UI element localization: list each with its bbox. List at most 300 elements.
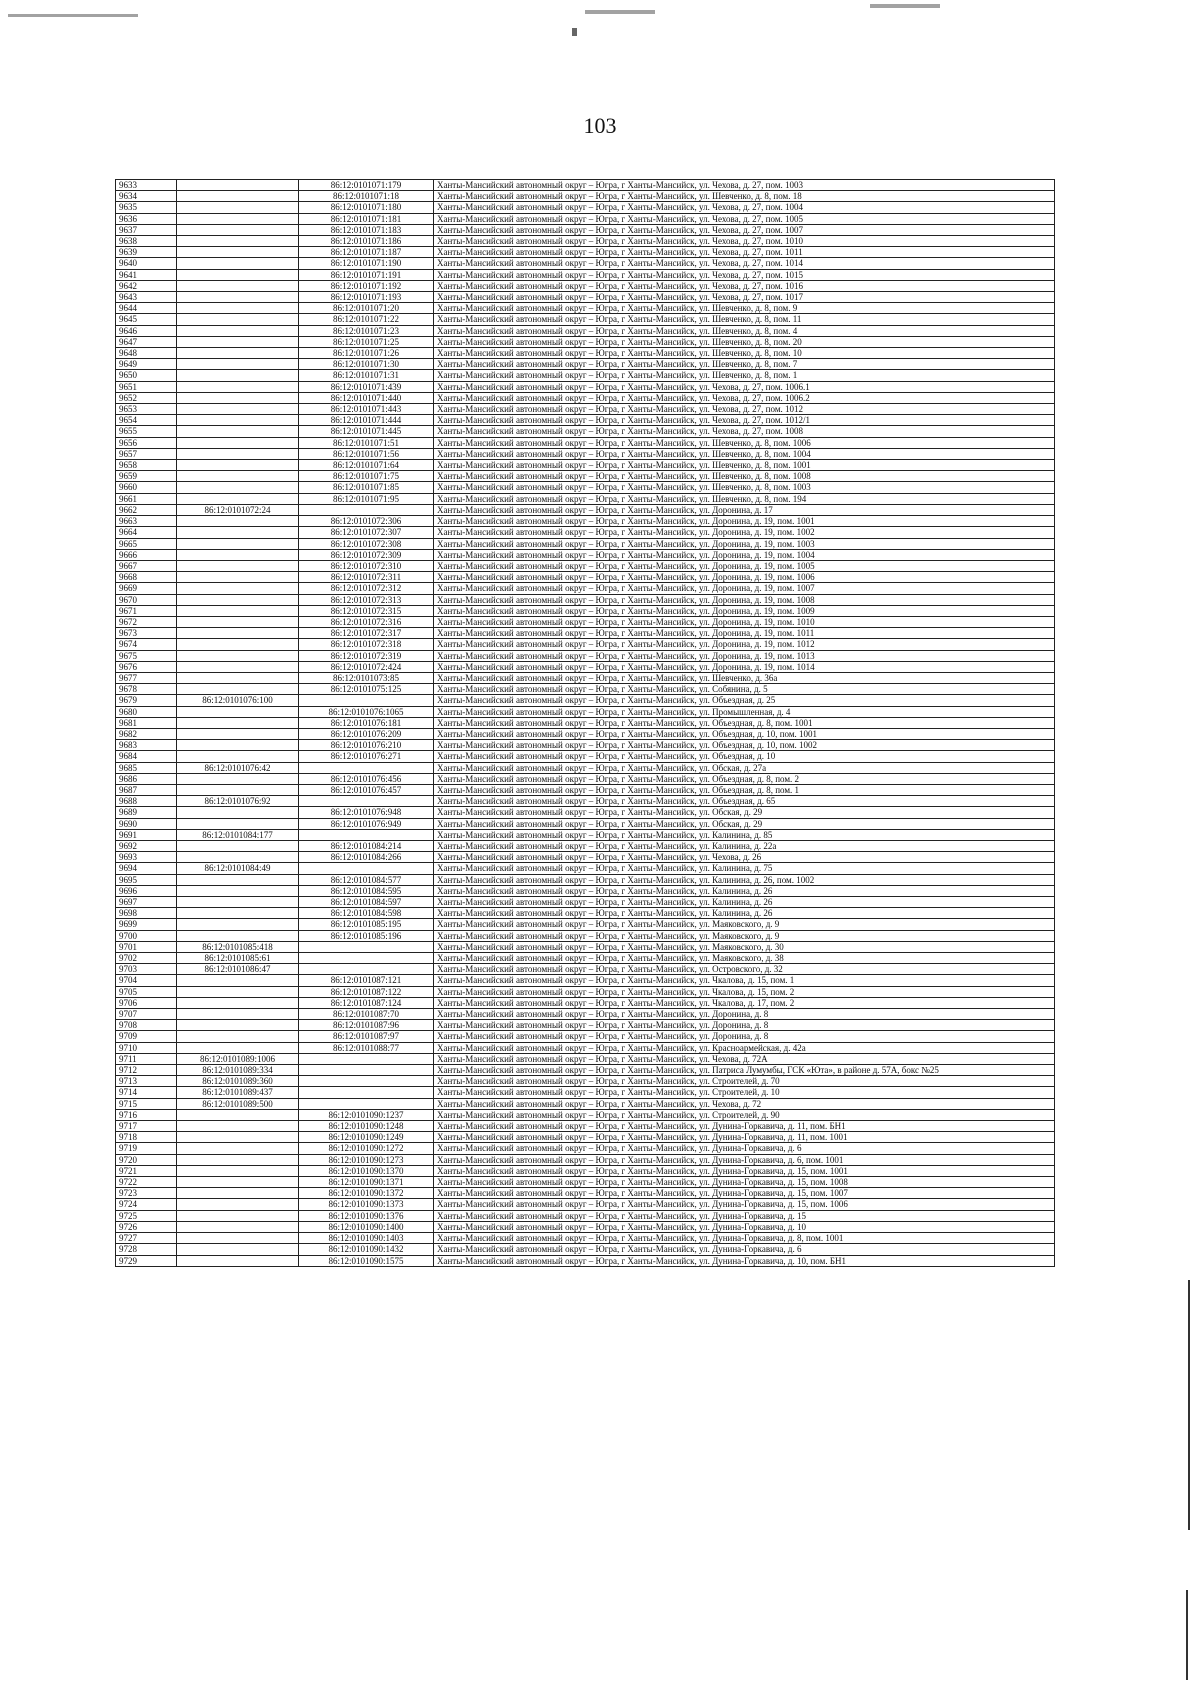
- row-number: 9654: [116, 415, 177, 426]
- row-number: 9636: [116, 213, 177, 224]
- address: Ханты-Мансийский автономный округ – Югра, г Ханты-Мансийск, ул. Чехова, д. 27, пом. 1015: [434, 269, 1055, 280]
- cadastral-number-premises: 86:12:0101090:1432: [299, 1244, 434, 1255]
- cadastral-number-land: [177, 1009, 299, 1020]
- row-number: 9703: [116, 964, 177, 975]
- table-row: [116, 874, 1055, 885]
- address: Ханты-Мансийский автономный округ – Югра, г Ханты-Мансийск, ул. Дунина-Горкавича, д. 15, пом. 1007: [434, 1188, 1055, 1199]
- cadastral-number-premises: [299, 1065, 434, 1076]
- cadastral-number-land: 86:12:0101076:92: [177, 796, 299, 807]
- table-row: [116, 908, 1055, 919]
- cadastral-number-land: [177, 930, 299, 941]
- row-number: 9667: [116, 560, 177, 571]
- row-number: 9723: [116, 1188, 177, 1199]
- table-row: [116, 415, 1055, 426]
- table-row: [116, 572, 1055, 583]
- cadastral-number-premises: 86:12:0101071:26: [299, 348, 434, 359]
- cadastral-number-land: [177, 1177, 299, 1188]
- row-number: 9713: [116, 1076, 177, 1087]
- row-number: 9725: [116, 1210, 177, 1221]
- cadastral-number-land: [177, 258, 299, 269]
- row-number: 9659: [116, 471, 177, 482]
- cadastral-number-land: [177, 975, 299, 986]
- row-number: 9687: [116, 784, 177, 795]
- address: Ханты-Мансийский автономный округ – Югра, г Ханты-Мансийск, ул. Шевченко, д. 8, пом. 1003: [434, 482, 1055, 493]
- table-row: [116, 953, 1055, 964]
- cadastral-number-premises: 86:12:0101084:597: [299, 897, 434, 908]
- address: Ханты-Мансийский автономный округ – Югра, г Ханты-Мансийск, ул. Доронина, д. 19, пом. 1010: [434, 616, 1055, 627]
- address: Ханты-Мансийский автономный округ – Югра, г Ханты-Мансийск, ул. Дунина-Горкавича, д. 6: [434, 1143, 1055, 1154]
- cadastral-number-premises: 86:12:0101084:214: [299, 840, 434, 851]
- address: Ханты-Мансийский автономный округ – Югра, г Ханты-Мансийск, ул. Шевченко, д. 8, пом. 10: [434, 348, 1055, 359]
- address: Ханты-Мансийский автономный округ – Югра, г Ханты-Мансийск, ул. Дунина-Горкавича, д. 15: [434, 1210, 1055, 1221]
- address: Ханты-Мансийский автономный округ – Югра, г Ханты-Мансийск, ул. Шевченко, д. 8, пом. 194: [434, 493, 1055, 504]
- row-number: 9657: [116, 448, 177, 459]
- cadastral-number-premises: 86:12:0101071:30: [299, 359, 434, 370]
- cadastral-number-premises: 86:12:0101071:193: [299, 292, 434, 303]
- row-number: 9715: [116, 1098, 177, 1109]
- address: Ханты-Мансийский автономный округ – Югра, г Ханты-Мансийск, ул. Объездная, д. 8, пом. 1001: [434, 717, 1055, 728]
- table-row: [116, 504, 1055, 515]
- table-row: [116, 1199, 1055, 1210]
- row-number: 9710: [116, 1042, 177, 1053]
- table-row: [116, 359, 1055, 370]
- cadastral-number-premises: [299, 1087, 434, 1098]
- address: Ханты-Мансийский автономный округ – Югра, г Ханты-Мансийск, ул. Дунина-Горкавича, д. 11, пом. 1001: [434, 1132, 1055, 1143]
- table-row: [116, 930, 1055, 941]
- cadastral-number-premises: [299, 829, 434, 840]
- row-number: 9664: [116, 527, 177, 538]
- table-row: [116, 1233, 1055, 1244]
- address: Ханты-Мансийский автономный округ – Югра, г Ханты-Мансийск, ул. Калинина, д. 26, пом. 1002: [434, 874, 1055, 885]
- cadastral-number-premises: 86:12:0101090:1370: [299, 1165, 434, 1176]
- cadastral-number-premises: 86:12:0101087:70: [299, 1009, 434, 1020]
- row-number: 9661: [116, 493, 177, 504]
- row-number: 9666: [116, 549, 177, 560]
- cadastral-number-premises: 86:12:0101071:444: [299, 415, 434, 426]
- row-number: 9704: [116, 975, 177, 986]
- row-number: 9653: [116, 404, 177, 415]
- cadastral-number-premises: [299, 1098, 434, 1109]
- table-row: [116, 975, 1055, 986]
- row-number: 9694: [116, 863, 177, 874]
- cadastral-number-premises: 86:12:0101071:85: [299, 482, 434, 493]
- row-number: 9672: [116, 616, 177, 627]
- address: Ханты-Мансийский автономный округ – Югра, г Ханты-Мансийск, ул. Чехова, д. 27, пом. 1012: [434, 404, 1055, 415]
- row-number: 9646: [116, 325, 177, 336]
- address: Ханты-Мансийский автономный округ – Югра, г Ханты-Мансийск, ул. Чехова, д. 72А: [434, 1053, 1055, 1064]
- cadastral-number-land: [177, 706, 299, 717]
- cadastral-number-land: 86:12:0101089:334: [177, 1065, 299, 1076]
- row-number: 9637: [116, 224, 177, 235]
- table-row: [116, 336, 1055, 347]
- address: Ханты-Мансийский автономный округ – Югра, г Ханты-Мансийск, ул. Шевченко, д. 8, пом. 4: [434, 325, 1055, 336]
- row-number: 9673: [116, 628, 177, 639]
- cadastral-number-land: [177, 616, 299, 627]
- cadastral-number-land: [177, 437, 299, 448]
- row-number: 9648: [116, 348, 177, 359]
- address: Ханты-Мансийский автономный округ – Югра, г Ханты-Мансийск, ул. Чехова, д. 27, пом. 1011: [434, 247, 1055, 258]
- table-row: [116, 796, 1055, 807]
- cadastral-number-land: [177, 784, 299, 795]
- table-row: [116, 437, 1055, 448]
- row-number: 9729: [116, 1255, 177, 1266]
- row-number: 9674: [116, 639, 177, 650]
- address: Ханты-Мансийский автономный округ – Югра, г Ханты-Мансийск, ул. Доронина, д. 19, пом. 1014: [434, 661, 1055, 672]
- row-number: 9728: [116, 1244, 177, 1255]
- table-row: [116, 527, 1055, 538]
- cadastral-number-land: [177, 594, 299, 605]
- table-row: [116, 549, 1055, 560]
- cadastral-number-premises: [299, 695, 434, 706]
- cadastral-number-land: [177, 986, 299, 997]
- table-row: [116, 863, 1055, 874]
- cadastral-number-premises: 86:12:0101087:122: [299, 986, 434, 997]
- row-number: 9689: [116, 807, 177, 818]
- address: Ханты-Мансийский автономный округ – Югра, г Ханты-Мансийск, ул. Объездная, д. 8, пом. 1: [434, 784, 1055, 795]
- table-row: [116, 1109, 1055, 1120]
- cadastral-number-land: [177, 1121, 299, 1132]
- table-row: [116, 1154, 1055, 1165]
- address: Ханты-Мансийский автономный округ – Югра, г Ханты-Мансийск, ул. Доронина, д. 17: [434, 504, 1055, 515]
- table-row: [116, 1098, 1055, 1109]
- cadastral-number-land: [177, 807, 299, 818]
- address: Ханты-Мансийский автономный округ – Югра, г Ханты-Мансийск, ул. Калинина, д. 85: [434, 829, 1055, 840]
- table-row: [116, 661, 1055, 672]
- cadastral-number-premises: 86:12:0101090:1248: [299, 1121, 434, 1132]
- table-row: [116, 650, 1055, 661]
- address: Ханты-Мансийский автономный округ – Югра, г Ханты-Мансийск, ул. Доронина, д. 19, пом. 1004: [434, 549, 1055, 560]
- row-number: 9700: [116, 930, 177, 941]
- address: Ханты-Мансийский автономный округ – Югра, г Ханты-Мансийск, ул. Шевченко, д. 8, пом. 20: [434, 336, 1055, 347]
- address: Ханты-Мансийский автономный округ – Югра, г Ханты-Мансийск, ул. Строителей, д. 10: [434, 1087, 1055, 1098]
- address: Ханты-Мансийский автономный округ – Югра, г Ханты-Мансийск, ул. Шевченко, д. 8, пом. 7: [434, 359, 1055, 370]
- address: Ханты-Мансийский автономный округ – Югра, г Ханты-Мансийск, ул. Объездная, д. 8, пом. 2: [434, 773, 1055, 784]
- row-number: 9697: [116, 897, 177, 908]
- cadastral-number-premises: 86:12:0101071:31: [299, 370, 434, 381]
- address: Ханты-Мансийский автономный округ – Югра, г Ханты-Мансийск, ул. Доронина, д. 19, пом. 1006: [434, 572, 1055, 583]
- address: Ханты-Мансийский автономный округ – Югра, г Ханты-Мансийск, ул. Доронина, д. 19, пом. 1002: [434, 527, 1055, 538]
- table-row: [116, 986, 1055, 997]
- scan-edge-line: [1188, 1280, 1190, 1530]
- address: Ханты-Мансийский автономный округ – Югра, г Ханты-Мансийск, ул. Дунина-Горкавича, д. 10: [434, 1221, 1055, 1232]
- cadastral-number-premises: 86:12:0101072:316: [299, 616, 434, 627]
- cadastral-number-premises: 86:12:0101072:319: [299, 650, 434, 661]
- address: Ханты-Мансийский автономный округ – Югра, г Ханты-Мансийск, ул. Чехова, д. 27, пом. 1017: [434, 292, 1055, 303]
- cadastral-number-premises: 86:12:0101076:1065: [299, 706, 434, 717]
- address: Ханты-Мансийский автономный округ – Югра, г Ханты-Мансийск, ул. Островского, д. 32: [434, 964, 1055, 975]
- table-row: [116, 236, 1055, 247]
- cadastral-number-land: [177, 202, 299, 213]
- cadastral-number-premises: 86:12:0101090:1373: [299, 1199, 434, 1210]
- cadastral-number-land: [177, 359, 299, 370]
- row-number: 9680: [116, 706, 177, 717]
- table-row: [116, 1132, 1055, 1143]
- table-row: [116, 885, 1055, 896]
- table-row: [116, 919, 1055, 930]
- address: Ханты-Мансийский автономный округ – Югра, г Ханты-Мансийск, ул. Красноармейская, д. 42а: [434, 1042, 1055, 1053]
- row-number: 9727: [116, 1233, 177, 1244]
- table-row: [116, 404, 1055, 415]
- cadastral-number-land: [177, 818, 299, 829]
- cadastral-number-premises: 86:12:0101084:595: [299, 885, 434, 896]
- address: Ханты-Мансийский автономный округ – Югра, г Ханты-Мансийск, ул. Чехова, д. 27, пом. 1006.1: [434, 381, 1055, 392]
- address: Ханты-Мансийский автономный округ – Югра, г Ханты-Мансийск, ул. Шевченко, д. 8, пом. 1006: [434, 437, 1055, 448]
- cadastral-number-land: [177, 191, 299, 202]
- cadastral-number-land: [177, 482, 299, 493]
- table-row: [116, 964, 1055, 975]
- cadastral-number-land: [177, 1143, 299, 1154]
- cadastral-number-land: [177, 1210, 299, 1221]
- table-row: [116, 1143, 1055, 1154]
- row-number: 9685: [116, 762, 177, 773]
- table-row: [116, 594, 1055, 605]
- cadastral-number-land: [177, 325, 299, 336]
- row-number: 9720: [116, 1154, 177, 1165]
- table-row: [116, 1221, 1055, 1232]
- address: Ханты-Мансийский автономный округ – Югра, г Ханты-Мансийск, ул. Шевченко, д. 8, пом. 1004: [434, 448, 1055, 459]
- cadastral-number-premises: 86:12:0101072:308: [299, 538, 434, 549]
- cadastral-number-land: [177, 224, 299, 235]
- address: Ханты-Мансийский автономный округ – Югра, г Ханты-Мансийск, ул. Шевченко, д. 8, пом. 11: [434, 314, 1055, 325]
- cadastral-number-land: 86:12:0101089:437: [177, 1087, 299, 1098]
- row-number: 9665: [116, 538, 177, 549]
- row-number: 9645: [116, 314, 177, 325]
- cadastral-number-premises: 86:12:0101076:209: [299, 728, 434, 739]
- cadastral-number-premises: 86:12:0101090:1249: [299, 1132, 434, 1143]
- row-number: 9686: [116, 773, 177, 784]
- table-row: [116, 348, 1055, 359]
- address: Ханты-Мансийский автономный округ – Югра, г Ханты-Мансийск, ул. Шевченко, д. 8, пом. 1008: [434, 471, 1055, 482]
- cadastral-number-premises: 86:12:0101071:191: [299, 269, 434, 280]
- cadastral-number-land: 86:12:0101076:100: [177, 695, 299, 706]
- cadastral-number-premises: 86:12:0101071:23: [299, 325, 434, 336]
- table-row: [116, 717, 1055, 728]
- cadastral-number-land: [177, 885, 299, 896]
- table-row: [116, 292, 1055, 303]
- row-number: 9691: [116, 829, 177, 840]
- cadastral-number-premises: 86:12:0101072:424: [299, 661, 434, 672]
- row-number: 9649: [116, 359, 177, 370]
- row-number: 9683: [116, 740, 177, 751]
- table-row: [116, 1244, 1055, 1255]
- address: Ханты-Мансийский автономный округ – Югра, г Ханты-Мансийск, ул. Калинина, д. 75: [434, 863, 1055, 874]
- row-number: 9709: [116, 1031, 177, 1042]
- table-row: [116, 258, 1055, 269]
- cadastral-number-premises: 86:12:0101073:85: [299, 672, 434, 683]
- cadastral-number-land: [177, 415, 299, 426]
- table-row: [116, 516, 1055, 527]
- cadastral-number-land: 86:12:0101085:61: [177, 953, 299, 964]
- row-number: 9658: [116, 460, 177, 471]
- cadastral-number-premises: 86:12:0101076:948: [299, 807, 434, 818]
- cadastral-number-land: 86:12:0101089:1006: [177, 1053, 299, 1064]
- row-number: 9647: [116, 336, 177, 347]
- register-table: [115, 179, 1055, 1267]
- table-row: [116, 191, 1055, 202]
- table-row: [116, 829, 1055, 840]
- table-row: [116, 605, 1055, 616]
- cadastral-number-land: [177, 717, 299, 728]
- cadastral-number-land: [177, 471, 299, 482]
- row-number: 9721: [116, 1165, 177, 1176]
- row-number: 9642: [116, 280, 177, 291]
- cadastral-number-land: [177, 639, 299, 650]
- address: Ханты-Мансийский автономный округ – Югра, г Ханты-Мансийск, ул. Объездная, д. 10, пом. 1001: [434, 728, 1055, 739]
- cadastral-number-premises: [299, 1053, 434, 1064]
- cadastral-number-premises: 86:12:0101084:266: [299, 852, 434, 863]
- row-number: 9699: [116, 919, 177, 930]
- cadastral-number-land: 86:12:0101085:418: [177, 941, 299, 952]
- cadastral-number-premises: 86:12:0101071:440: [299, 392, 434, 403]
- cadastral-number-premises: 86:12:0101076:457: [299, 784, 434, 795]
- address: Ханты-Мансийский автономный округ – Югра, г Ханты-Мансийск, ул. Дунина-Горкавича, д. 15, пом. 1001: [434, 1165, 1055, 1176]
- cadastral-number-land: [177, 292, 299, 303]
- address: Ханты-Мансийский автономный округ – Югра, г Ханты-Мансийск, ул. Обская, д. 27а: [434, 762, 1055, 773]
- row-number: 9655: [116, 426, 177, 437]
- cadastral-number-land: [177, 684, 299, 695]
- table-row: [116, 247, 1055, 258]
- cadastral-number-premises: 86:12:0101087:97: [299, 1031, 434, 1042]
- cadastral-number-premises: 86:12:0101071:18: [299, 191, 434, 202]
- table-row: [116, 762, 1055, 773]
- cadastral-number-land: [177, 1132, 299, 1143]
- cadastral-number-land: [177, 314, 299, 325]
- row-number: 9688: [116, 796, 177, 807]
- table-row: [116, 202, 1055, 213]
- cadastral-number-land: [177, 650, 299, 661]
- cadastral-number-land: [177, 269, 299, 280]
- row-number: 9684: [116, 751, 177, 762]
- cadastral-number-land: [177, 997, 299, 1008]
- cadastral-number-land: [177, 908, 299, 919]
- cadastral-number-premises: 86:12:0101071:187: [299, 247, 434, 258]
- address: Ханты-Мансийский автономный округ – Югра, г Ханты-Мансийск, ул. Доронина, д. 19, пом. 1005: [434, 560, 1055, 571]
- cadastral-number-land: [177, 538, 299, 549]
- row-number: 9711: [116, 1053, 177, 1064]
- cadastral-number-land: 86:12:0101089:360: [177, 1076, 299, 1087]
- address: Ханты-Мансийский автономный округ – Югра, г Ханты-Мансийск, ул. Калинина, д. 26: [434, 885, 1055, 896]
- address: Ханты-Мансийский автономный округ – Югра, г Ханты-Мансийск, ул. Чкалова, д. 15, пом. 1: [434, 975, 1055, 986]
- address: Ханты-Мансийский автономный округ – Югра, г Ханты-Мансийск, ул. Строителей, д. 90: [434, 1109, 1055, 1120]
- table-row: [116, 583, 1055, 594]
- table-row: [116, 840, 1055, 851]
- cadastral-number-premises: 86:12:0101084:577: [299, 874, 434, 885]
- cadastral-number-premises: 86:12:0101090:1237: [299, 1109, 434, 1120]
- address: Ханты-Мансийский автономный округ – Югра, г Ханты-Мансийск, ул. Доронина, д. 19, пом. 1011: [434, 628, 1055, 639]
- address: Ханты-Мансийский автономный округ – Югра, г Ханты-Мансийск, ул. Чехова, д. 27, пом. 1008: [434, 426, 1055, 437]
- address: Ханты-Мансийский автономный округ – Югра, г Ханты-Мансийск, ул. Доронина, д. 19, пом. 1003: [434, 538, 1055, 549]
- cadastral-number-premises: 86:12:0101071:51: [299, 437, 434, 448]
- table-row: [116, 1042, 1055, 1053]
- table-row: [116, 471, 1055, 482]
- cadastral-number-premises: 86:12:0101090:1272: [299, 1143, 434, 1154]
- address: Ханты-Мансийский автономный округ – Югра, г Ханты-Мансийск, ул. Доронина, д. 19, пом. 1008: [434, 594, 1055, 605]
- row-number: 9705: [116, 986, 177, 997]
- table-row: [116, 784, 1055, 795]
- table-row: [116, 639, 1055, 650]
- address: Ханты-Мансийский автономный округ – Югра, г Ханты-Мансийск, ул. Объездная, д. 10: [434, 751, 1055, 762]
- scan-speck: [8, 14, 138, 17]
- cadastral-number-land: [177, 404, 299, 415]
- cadastral-number-land: [177, 527, 299, 538]
- address: Ханты-Мансийский автономный округ – Югра, г Ханты-Мансийск, ул. Доронина, д. 8: [434, 1009, 1055, 1020]
- cadastral-number-premises: [299, 762, 434, 773]
- row-number: 9717: [116, 1121, 177, 1132]
- address: Ханты-Мансийский автономный округ – Югра, г Ханты-Мансийск, ул. Калинина, д. 22а: [434, 840, 1055, 851]
- row-number: 9708: [116, 1020, 177, 1031]
- address: Ханты-Мансийский автономный округ – Югра, г Ханты-Мансийск, ул. Доронина, д. 19, пом. 1007: [434, 583, 1055, 594]
- address: Ханты-Мансийский автономный округ – Югра, г Ханты-Мансийск, ул. Чехова, д. 27, пом. 1005: [434, 213, 1055, 224]
- table-row: [116, 460, 1055, 471]
- row-number: 9643: [116, 292, 177, 303]
- table-row: [116, 269, 1055, 280]
- register-table-body: [116, 180, 1055, 1267]
- cadastral-number-land: [177, 213, 299, 224]
- table-row: [116, 426, 1055, 437]
- cadastral-number-premises: 86:12:0101071:95: [299, 493, 434, 504]
- table-row: [116, 538, 1055, 549]
- cadastral-number-land: [177, 874, 299, 885]
- row-number: 9675: [116, 650, 177, 661]
- row-number: 9712: [116, 1065, 177, 1076]
- address: Ханты-Мансийский автономный округ – Югра, г Ханты-Мансийск, ул. Дунина-Горкавича, д. 10, пом. БН1: [434, 1255, 1055, 1266]
- table-row: [116, 740, 1055, 751]
- cadastral-number-land: [177, 560, 299, 571]
- table-row: [116, 1065, 1055, 1076]
- row-number: 9669: [116, 583, 177, 594]
- cadastral-number-premises: 86:12:0101085:196: [299, 930, 434, 941]
- row-number: 9663: [116, 516, 177, 527]
- cadastral-number-land: [177, 852, 299, 863]
- cadastral-number-premises: [299, 796, 434, 807]
- table-row: [116, 897, 1055, 908]
- address: Ханты-Мансийский автономный округ – Югра, г Ханты-Мансийск, ул. Дунина-Горкавича, д. 15, пом. 1006: [434, 1199, 1055, 1210]
- row-number: 9724: [116, 1199, 177, 1210]
- cadastral-number-premises: 86:12:0101072:311: [299, 572, 434, 583]
- cadastral-number-land: [177, 919, 299, 930]
- row-number: 9714: [116, 1087, 177, 1098]
- row-number: 9726: [116, 1221, 177, 1232]
- cadastral-number-premises: 86:12:0101071:183: [299, 224, 434, 235]
- address: Ханты-Мансийский автономный округ – Югра, г Ханты-Мансийск, ул. Шевченко, д. 8, пом. 9: [434, 303, 1055, 314]
- cadastral-number-land: [177, 493, 299, 504]
- cadastral-number-land: [177, 1154, 299, 1165]
- scan-noise-top: [0, 0, 1200, 40]
- cadastral-number-land: [177, 1020, 299, 1031]
- table-row: [116, 370, 1055, 381]
- address: Ханты-Мансийский автономный округ – Югра, г Ханты-Мансийск, ул. Дунина-Горкавича, д. 15, пом. 1008: [434, 1177, 1055, 1188]
- row-number: 9635: [116, 202, 177, 213]
- table-row: [116, 381, 1055, 392]
- table-row: [116, 1009, 1055, 1020]
- cadastral-number-land: [177, 572, 299, 583]
- row-number: 9716: [116, 1109, 177, 1120]
- cadastral-number-premises: 86:12:0101090:1575: [299, 1255, 434, 1266]
- cadastral-number-premises: 86:12:0101071:186: [299, 236, 434, 247]
- address: Ханты-Мансийский автономный округ – Югра, г Ханты-Мансийск, ул. Шевченко, д. 8, пом. 1001: [434, 460, 1055, 471]
- cadastral-number-land: [177, 448, 299, 459]
- cadastral-number-land: [177, 1244, 299, 1255]
- cadastral-number-premises: 86:12:0101071:190: [299, 258, 434, 269]
- row-number: 9677: [116, 672, 177, 683]
- row-number: 9670: [116, 594, 177, 605]
- table-row: [116, 807, 1055, 818]
- address: Ханты-Мансийский автономный округ – Югра, г Ханты-Мансийск, ул. Патриса Лумумбы, ГСК «Юта», в районе д. 57А, бокс №25: [434, 1065, 1055, 1076]
- table-row: [116, 684, 1055, 695]
- cadastral-number-land: [177, 583, 299, 594]
- cadastral-number-premises: 86:12:0101090:1273: [299, 1154, 434, 1165]
- cadastral-number-premises: 86:12:0101071:56: [299, 448, 434, 459]
